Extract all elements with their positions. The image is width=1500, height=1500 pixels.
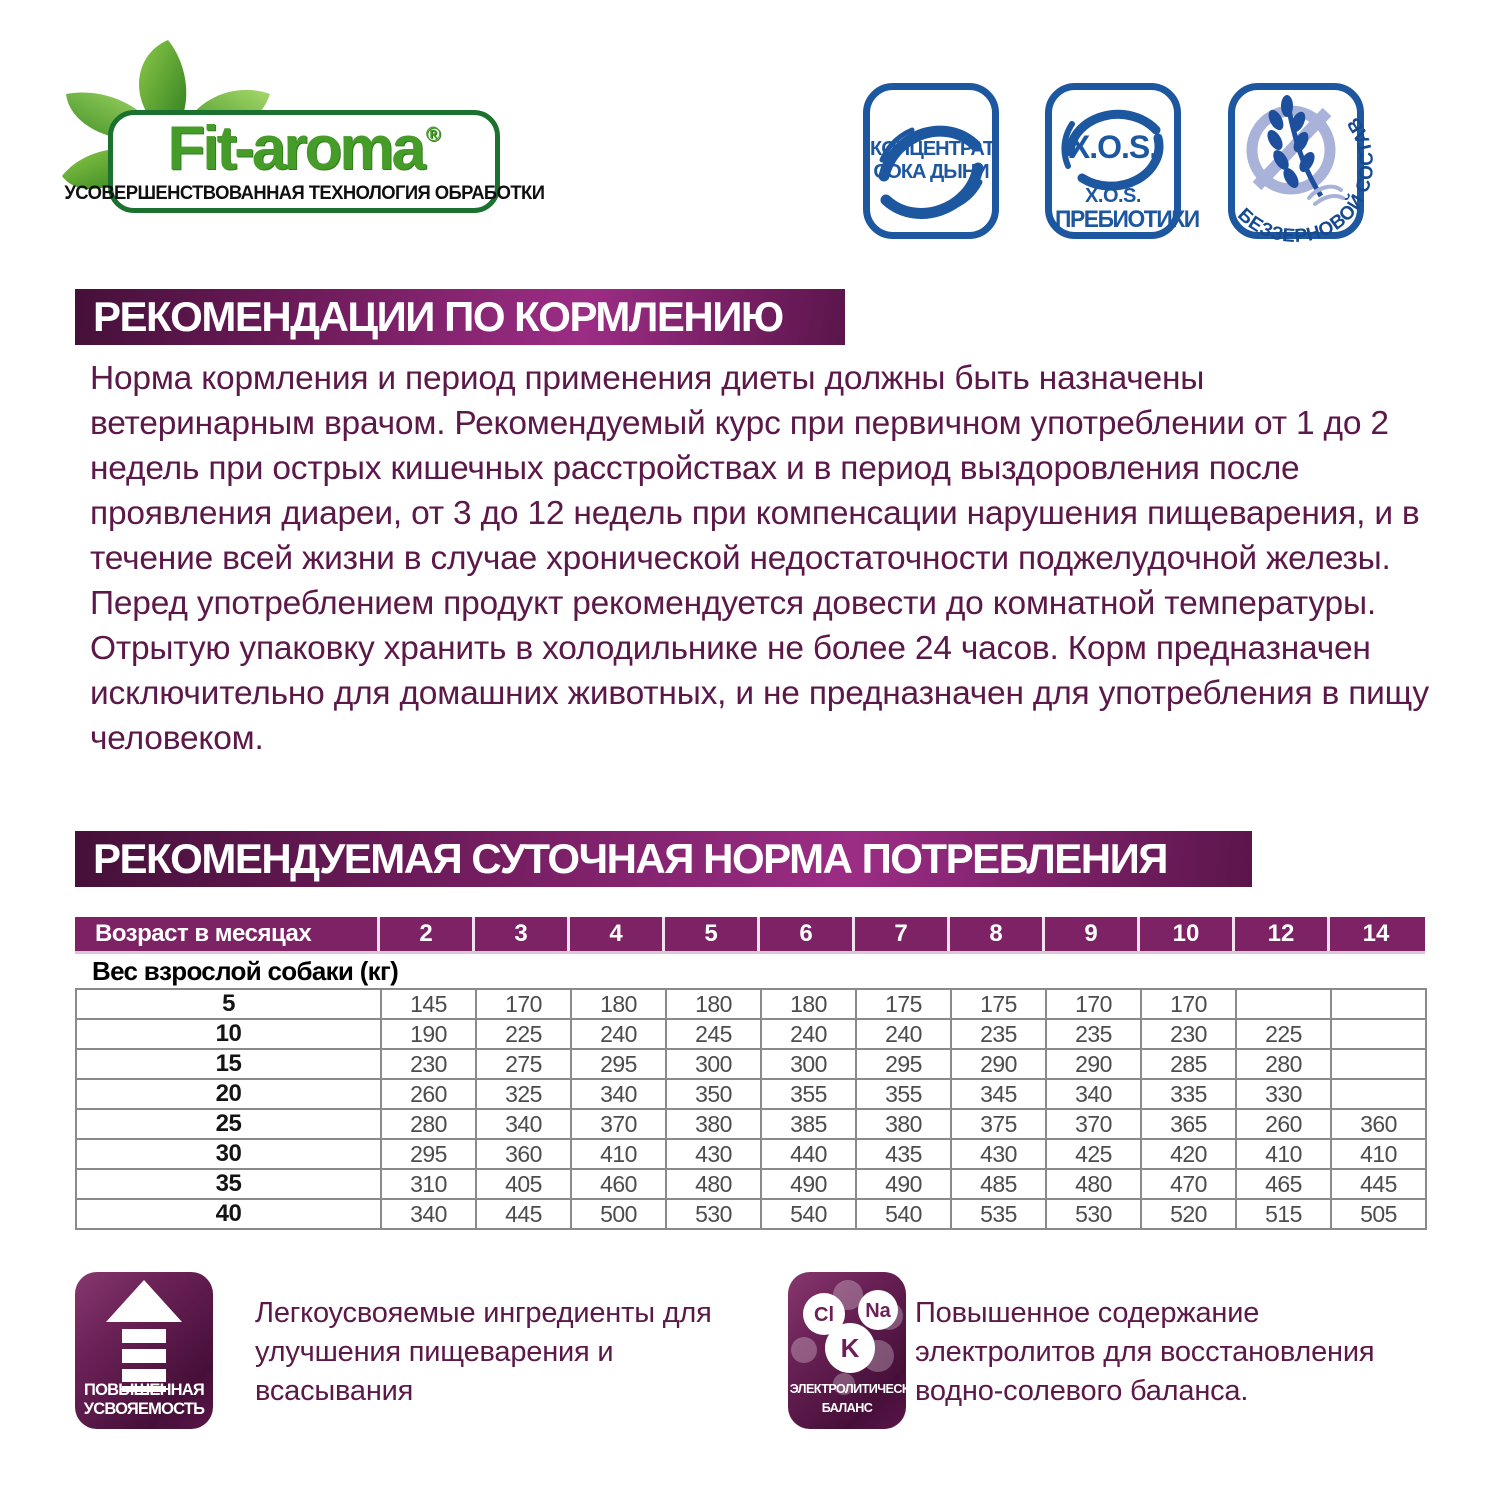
- amount-cell: [1331, 1019, 1426, 1049]
- weight-cell: 25: [76, 1109, 381, 1139]
- age-column-header: 8: [947, 917, 1042, 951]
- amount-cell: 355: [761, 1079, 856, 1109]
- amount-cell: 460: [571, 1169, 666, 1199]
- age-column-header: 9: [1042, 917, 1137, 951]
- amount-cell: 520: [1141, 1199, 1236, 1229]
- amount-cell: 340: [381, 1199, 476, 1229]
- age-column-header: 5: [662, 917, 757, 951]
- section-title-feeding: [75, 289, 845, 345]
- amount-cell: 535: [951, 1199, 1046, 1229]
- age-column-header: 14: [1327, 917, 1422, 951]
- amount-cell: 380: [856, 1109, 951, 1139]
- section-title-daily-intake: [75, 831, 1252, 887]
- amount-cell: 370: [1046, 1109, 1141, 1139]
- section-title-text: РЕКОМЕНДУЕМАЯ СУТОЧНАЯ НОРМА ПОТРЕБЛЕНИЯ: [93, 835, 1167, 882]
- amount-cell: [1331, 989, 1426, 1019]
- amount-cell: 180: [571, 989, 666, 1019]
- amount-cell: 340: [571, 1079, 666, 1109]
- amount-cell: 300: [761, 1049, 856, 1079]
- amount-cell: 235: [951, 1019, 1046, 1049]
- table-row: [76, 1109, 1426, 1139]
- amount-cell: 445: [476, 1199, 571, 1229]
- amount-cell: 275: [476, 1049, 571, 1079]
- amount-cell: [1236, 989, 1331, 1019]
- digestibility-icon: [75, 1272, 213, 1429]
- amount-cell: 260: [381, 1079, 476, 1109]
- amount-cell: 285: [1141, 1049, 1236, 1079]
- feeding-amount-table: [75, 988, 1427, 1230]
- age-column-header: 3: [472, 917, 567, 951]
- amount-cell: 430: [951, 1139, 1046, 1169]
- table-row: [76, 1199, 1426, 1229]
- amount-cell: 485: [951, 1169, 1046, 1199]
- age-column-header: 12: [1232, 917, 1327, 951]
- table-row: [76, 1169, 1426, 1199]
- amount-cell: 385: [761, 1109, 856, 1139]
- amount-cell: 375: [951, 1109, 1046, 1139]
- amount-cell: 225: [476, 1019, 571, 1049]
- amount-cell: 260: [1236, 1109, 1331, 1139]
- age-column-header: 7: [852, 917, 947, 951]
- sodium-symbol: Na: [865, 1300, 891, 1322]
- amount-cell: 340: [1046, 1079, 1141, 1109]
- amount-cell: 290: [951, 1049, 1046, 1079]
- amount-cell: 365: [1141, 1109, 1236, 1139]
- weight-cell: 5: [76, 989, 381, 1019]
- weight-header-label: Вес взрослой собаки (кг): [92, 956, 399, 986]
- amount-cell: [1331, 1079, 1426, 1109]
- electrolyte-balance-icon: [788, 1272, 926, 1429]
- weight-cell: 35: [76, 1169, 381, 1199]
- potassium-symbol: K: [840, 1333, 860, 1363]
- amount-cell: 290: [1046, 1049, 1141, 1079]
- amount-cell: 505: [1331, 1199, 1426, 1229]
- amount-cell: 470: [1141, 1169, 1236, 1199]
- amount-cell: 515: [1236, 1199, 1331, 1229]
- amount-cell: 410: [571, 1139, 666, 1169]
- table-age-header-row: [75, 917, 1425, 954]
- weight-cell: 20: [76, 1079, 381, 1109]
- amount-cell: 225: [1236, 1019, 1331, 1049]
- digestibility-text: Легкоусвояемые ингредиенты для улучшения пищеварения и всасывания: [255, 1297, 712, 1407]
- amount-cell: 350: [666, 1079, 761, 1109]
- amount-cell: 530: [666, 1199, 761, 1229]
- amount-cell: 355: [856, 1079, 951, 1109]
- amount-cell: [1331, 1049, 1426, 1079]
- table-row: [76, 1079, 1426, 1109]
- amount-cell: 410: [1331, 1139, 1426, 1169]
- amount-cell: 445: [1331, 1169, 1426, 1199]
- amount-cell: 175: [951, 989, 1046, 1019]
- amount-cell: 480: [1046, 1169, 1141, 1199]
- age-column-header: 6: [757, 917, 852, 951]
- grain-free-icon: [1233, 90, 1379, 248]
- weight-cell: 30: [76, 1139, 381, 1169]
- table-row: [76, 1139, 1426, 1169]
- amount-cell: 340: [476, 1109, 571, 1139]
- amount-cell: 300: [666, 1049, 761, 1079]
- digestibility-label: ПОВЫШЕННАЯ УСВОЯЕМОСТЬ: [83, 1381, 205, 1418]
- amount-cell: 480: [666, 1169, 761, 1199]
- xos-main-text: X.O.S.: [1068, 129, 1158, 165]
- amount-cell: 540: [856, 1199, 951, 1229]
- xos-sub-label: X.O.S.: [1085, 185, 1141, 207]
- amount-cell: 180: [666, 989, 761, 1019]
- badge-xos-prebiotics: [1045, 83, 1199, 239]
- amount-cell: 175: [856, 989, 951, 1019]
- prebiotics-label: ПРЕБИОТИКИ: [1055, 206, 1199, 233]
- amount-cell: 280: [1236, 1049, 1331, 1079]
- amount-cell: 170: [476, 989, 571, 1019]
- weight-cell: 40: [76, 1199, 381, 1229]
- amount-cell: 245: [666, 1019, 761, 1049]
- feeding-recommendations-text: Норма кормления и период применения диеты должны быть назначены ветеринарным врачом. Рекомендуемый курс при первичном употреблении от 1 до 2 недель при острых кишечных расстройствах и в период выздоровления после проявления диареи, от 3 до 12 недель при компенсации нарушения пищеварения, и в течение всей жизни в случае хронической недостаточности поджелудочной железы. Перед употреблением продукт рекомендуется довести до комнатной температуры. Отрытую упаковку хранить в холодильнике не более 24 часов. Корм предназначен исключительно для домашних животных, и не предназначен для употребления в пищу человеком.: [90, 360, 1429, 757]
- age-column-header: 10: [1137, 917, 1232, 951]
- amount-cell: 345: [951, 1079, 1046, 1109]
- chlorine-symbol: Cl: [814, 1304, 834, 1326]
- amount-cell: 500: [571, 1199, 666, 1229]
- grain-free-arc-text: БЕЗЗЕРНОВОЙ СОСТАВ: [1233, 113, 1379, 248]
- amount-cell: 490: [856, 1169, 951, 1199]
- amount-cell: 240: [856, 1019, 951, 1049]
- amount-cell: 490: [761, 1169, 856, 1199]
- amount-cell: 435: [856, 1139, 951, 1169]
- amount-cell: 295: [856, 1049, 951, 1079]
- amount-cell: 430: [666, 1139, 761, 1169]
- section-title-text: РЕКОМЕНДАЦИИ ПО КОРМЛЕНИЮ: [93, 293, 783, 340]
- amount-cell: 280: [381, 1109, 476, 1139]
- amount-cell: 440: [761, 1139, 856, 1169]
- amount-cell: 370: [571, 1109, 666, 1139]
- logo-frame: [64, 110, 544, 213]
- weight-cell: 15: [76, 1049, 381, 1079]
- table-row: [76, 989, 1426, 1019]
- age-column-header: 4: [567, 917, 662, 951]
- age-column-header: 2: [377, 917, 472, 951]
- amount-cell: 405: [476, 1169, 571, 1199]
- amount-cell: 230: [381, 1049, 476, 1079]
- amount-cell: 420: [1141, 1139, 1236, 1169]
- amount-cell: 240: [761, 1019, 856, 1049]
- amount-cell: 360: [476, 1139, 571, 1169]
- amount-cell: 170: [1046, 989, 1141, 1019]
- amount-cell: 335: [1141, 1079, 1236, 1109]
- registered-mark: ®: [425, 124, 441, 146]
- table-row: [76, 1049, 1426, 1079]
- amount-cell: 240: [571, 1019, 666, 1049]
- weight-cell: 10: [76, 1019, 381, 1049]
- age-header-label: Возраст в месяцах: [95, 920, 312, 947]
- amount-cell: 410: [1236, 1139, 1331, 1169]
- amount-cell: 325: [476, 1079, 571, 1109]
- amount-cell: 380: [666, 1109, 761, 1139]
- amount-cell: 230: [1141, 1019, 1236, 1049]
- amount-cell: 330: [1236, 1079, 1331, 1109]
- amount-cell: 235: [1046, 1019, 1141, 1049]
- brand-name: Fit-aroma ®: [167, 114, 441, 183]
- logo-subtitle: УСОВЕРШЕНСТВОВАННАЯ ТЕХНОЛОГИЯ ОБРАБОТКИ: [64, 183, 544, 204]
- amount-cell: 540: [761, 1199, 856, 1229]
- amount-cell: 295: [571, 1049, 666, 1079]
- badge-grain-free: [1228, 83, 1379, 248]
- amount-cell: 465: [1236, 1169, 1331, 1199]
- electrolyte-balance-label: ЭЛЕКТРОЛИТИЧЕСКИЙ БАЛАНС: [789, 1381, 926, 1415]
- electrolyte-text: Повышенное содержание электролитов для восстановления водно-солевого баланса.: [915, 1297, 1375, 1407]
- amount-cell: 310: [381, 1169, 476, 1199]
- amount-cell: 170: [1141, 989, 1236, 1019]
- badge-melon-label: КОНЦЕНТРАТ СОКА ДЫНИ: [870, 138, 995, 183]
- amount-cell: 180: [761, 989, 856, 1019]
- badge-melon-concentrate: [863, 83, 999, 239]
- amount-cell: 425: [1046, 1139, 1141, 1169]
- amount-cell: 295: [381, 1139, 476, 1169]
- amount-cell: 145: [381, 989, 476, 1019]
- amount-cell: 190: [381, 1019, 476, 1049]
- amount-cell: 530: [1046, 1199, 1141, 1229]
- table-row: [76, 1019, 1426, 1049]
- amount-cell: 360: [1331, 1109, 1426, 1139]
